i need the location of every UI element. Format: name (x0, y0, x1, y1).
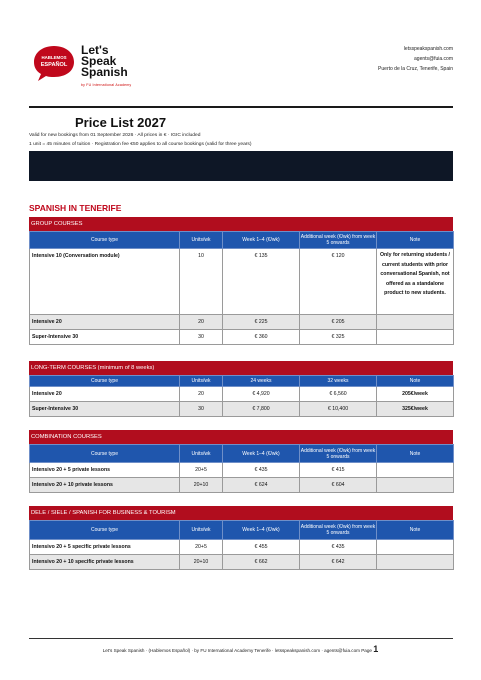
table-cell: € 205 (300, 315, 377, 330)
table-cell: € 120 (300, 249, 377, 315)
dele-siele-courses-table (29, 506, 453, 570)
table-row (30, 478, 454, 493)
table-cell: € 4,920 (223, 387, 300, 402)
table-cell: Intensivo 20 + 10 specific private lessons (30, 555, 180, 570)
table-cell: € 435 (223, 463, 300, 478)
footer-text: Let's Speak Spanish · (Hablemos Español) · by FU International Academy Tenerife · letsspeakspanish.com · agents@fuia.com Page (102, 648, 372, 653)
footer-divider (29, 638, 453, 639)
column-header: Week 1–4 (€/wk) (223, 232, 300, 249)
section-title: SPANISH IN TENERIFE (29, 203, 122, 213)
table-cell (377, 463, 454, 478)
table-cell: Super-Intensive 30 (30, 402, 180, 417)
column-header: Units/wk (180, 521, 223, 540)
table-cell: € 135 (223, 249, 300, 315)
address: Puerto de la Cruz, Tenerife, Spain (378, 66, 453, 72)
table-row (30, 555, 454, 570)
column-header: Additional week (€/wk) from week 5 onwards (300, 521, 377, 540)
table-cell: 30 (180, 402, 223, 417)
table-cell (377, 330, 454, 345)
brand-tagline: by FU International Academy (81, 83, 132, 87)
table-cell: € 7,800 (223, 402, 300, 417)
table-cell: 20 (180, 315, 223, 330)
table-cell: Super-Intensive 30 (30, 330, 180, 345)
column-header: Week 1–4 (€/wk) (223, 521, 300, 540)
table-cell: € 435 (300, 540, 377, 555)
table-cell: 10 (180, 249, 223, 315)
table-row (30, 330, 454, 345)
email-link[interactable]: agents@fuia.com (414, 56, 453, 62)
table-cell: € 415 (300, 463, 377, 478)
table-cell: Intensive 20 (30, 387, 180, 402)
table-cell: 20+10 (180, 478, 223, 493)
column-header: 24 weeks (223, 376, 300, 387)
table-cell: Intensive 20 (30, 315, 180, 330)
column-header: Additional week (€/wk) from week 5 onwards (300, 232, 377, 249)
group-courses-table (29, 217, 453, 345)
svg-text:ESPAÑOL: ESPAÑOL (40, 62, 68, 68)
svg-text:HABLEMOS: HABLEMOS (41, 55, 67, 60)
table-cell: 20+5 (180, 463, 223, 478)
column-header: 32 weeks (300, 376, 377, 387)
page-title: Price List 2027 (75, 115, 167, 130)
column-header: Note (377, 445, 454, 463)
table-cell: € 325 (300, 330, 377, 345)
table-cell-note: Only for returning students / current students with prior conversational Spanish, not offered as a standalone product to new students. (377, 249, 454, 315)
table-cell: € 604 (300, 478, 377, 493)
table-cell: Intensive 10 (Conversation module) (30, 249, 180, 315)
table-row (30, 463, 454, 478)
table-cell: 30 (180, 330, 223, 345)
subtitle-line-1: Valid for new bookings from 01 September 2026 · All prices in € · IGIC included (29, 133, 201, 138)
website-link[interactable]: letsspeakspanish.com (403, 46, 453, 52)
table-cell (377, 478, 454, 493)
column-header: Note (377, 232, 454, 249)
column-header: Course type (30, 521, 180, 540)
table-caption: GROUP COURSES (29, 217, 453, 231)
combination-courses-table (29, 430, 453, 493)
table-cell: € 10,400 (300, 402, 377, 417)
column-header: Additional week (€/wk) from week 5 onwards (300, 445, 377, 463)
table-cell: Intensivo 20 + 5 specific private lessons (30, 540, 180, 555)
column-header: Units/wk (180, 376, 223, 387)
header-divider (29, 106, 453, 108)
brand-name: Let's Speak Spanish (81, 43, 128, 79)
table-cell: Intensivo 20 + 10 private lessons (30, 478, 180, 493)
brand-logo (32, 41, 142, 93)
banner-bar (29, 151, 453, 181)
column-header: Note (377, 376, 454, 387)
contact-block (378, 44, 453, 74)
column-header: Units/wk (180, 445, 223, 463)
column-header: Note (377, 521, 454, 540)
table-cell (377, 315, 454, 330)
table-cell (377, 555, 454, 570)
table-cell: € 6,560 (300, 387, 377, 402)
table-cell: € 624 (223, 478, 300, 493)
column-header: Course type (30, 376, 180, 387)
subtitle-line-2: 1 unit = 45 minutes of tuition · Registration fee €50 applies to all course bookings (valid for three years) (29, 142, 252, 147)
column-header: Course type (30, 445, 180, 463)
table-cell: Intensivo 20 + 5 private lessons (30, 463, 180, 478)
table-cell: € 662 (223, 555, 300, 570)
table-row (30, 402, 454, 417)
table-cell: € 642 (300, 555, 377, 570)
table-cell: € 455 (223, 540, 300, 555)
speech-bubble-logo-icon (32, 43, 76, 83)
page-footer (0, 644, 481, 654)
table-cell (377, 540, 454, 555)
long-term-courses-table (29, 361, 453, 417)
table-cell: € 360 (223, 330, 300, 345)
column-header: Course type (30, 232, 180, 249)
table-cell: 325€/week (377, 402, 454, 417)
table-row (30, 387, 454, 402)
table-row (30, 540, 454, 555)
page-number: 1 (373, 644, 379, 654)
column-header: Week 1–4 (€/wk) (223, 445, 300, 463)
table-row (30, 315, 454, 330)
table-row (30, 249, 454, 315)
table-cell: € 225 (223, 315, 300, 330)
table-cell: 20+10 (180, 555, 223, 570)
table-caption: DELE / SIELE / SPANISH FOR BUSINESS & TOURISM (29, 506, 453, 520)
table-caption: LONG-TERM COURSES (minimum of 8 weeks) (29, 361, 453, 375)
table-cell: 205€/week (377, 387, 454, 402)
table-cell: 20 (180, 387, 223, 402)
table-cell: 20+5 (180, 540, 223, 555)
table-caption: COMBINATION COURSES (29, 430, 453, 444)
column-header: Units/wk (180, 232, 223, 249)
